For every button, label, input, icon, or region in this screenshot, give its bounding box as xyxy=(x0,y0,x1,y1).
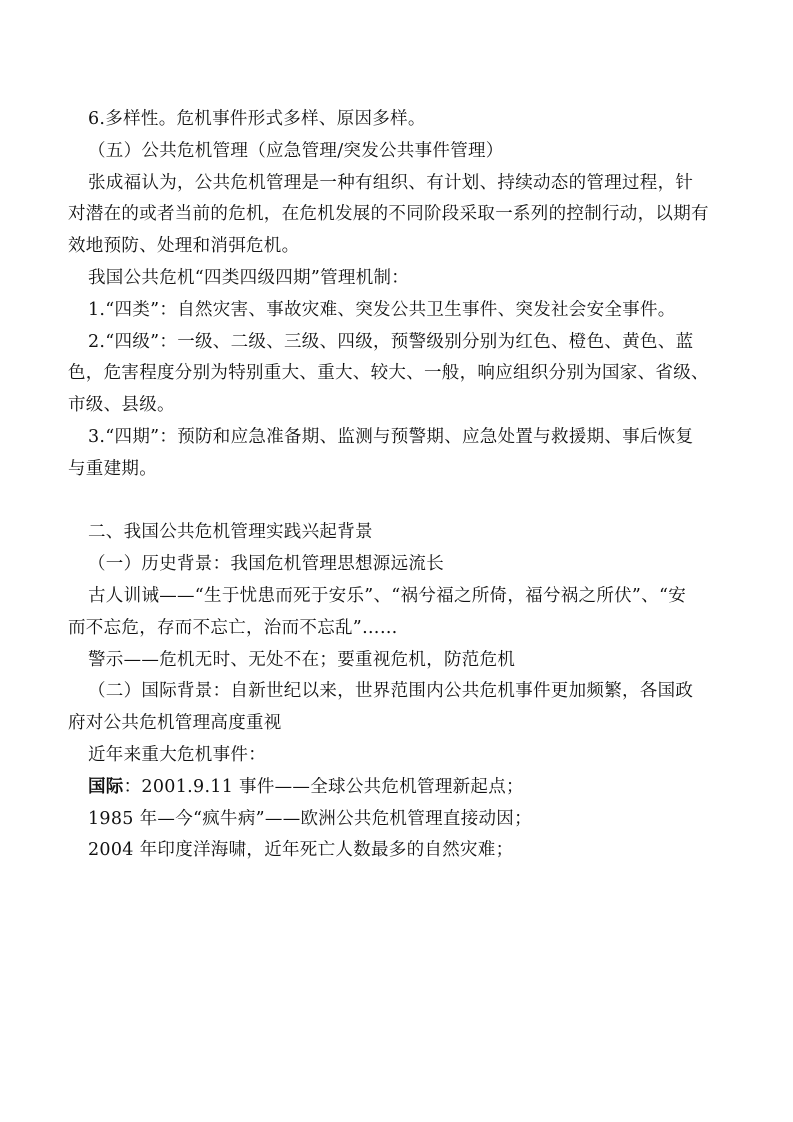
list-item-four-types: 1.“四类”：自然灾害、事故灾难、突发公共卫生事件、突发社会安全事件。 xyxy=(88,299,676,320)
list-item-four-levels-line2: 色，危害程度分别为特别重大、重大、较大、一般，响应组织分别为国家、省级、 xyxy=(68,363,709,384)
international-event-text: ：2001.9.11 事件——全球公共危机管理新起点； xyxy=(123,776,524,797)
list-item-mad-cow: 1985 年—今“疯牛病”——欧洲公共危机管理直接动因； xyxy=(88,808,532,829)
document-body xyxy=(68,104,748,867)
paragraph-definition-line3: 效地预防、处理和消弭危机。 xyxy=(68,236,300,257)
list-item-four-periods-line1: 3.“四期”：预防和应急准备期、监测与预警期、应急处置与救援期、事后恢复 xyxy=(88,426,694,447)
paragraph-definition-line2: 对潜在的或者当前的危机，在危机发展的不同阶段采取一系列的控制行动，以期有 xyxy=(68,204,709,225)
list-item-international xyxy=(88,772,748,804)
list-item-tsunami: 2004 年印度洋海啸，近年死亡人数最多的自然灾难； xyxy=(88,840,514,861)
list-item-four-periods-line2: 与重建期。 xyxy=(68,458,157,479)
subheading-historical-background: （一）历史背景：我国危机管理思想源远流长 xyxy=(88,554,444,575)
list-item-four-levels-line1: 2.“四级”：一级、二级、三级、四级，预警级别分别为红色、橙色、黄色、蓝 xyxy=(88,331,694,352)
section-heading-background: 二、我国公共危机管理实践兴起背景 xyxy=(88,522,373,543)
paragraph-diversity: 6.多样性。危机事件形式多样、原因多样。 xyxy=(88,109,426,129)
subheading-international-background-line2: 府对公共危机管理高度重视 xyxy=(68,713,282,734)
paragraph-ancient-sayings-line2: 而不忘危，存而不忘亡，治而不忘乱”…… xyxy=(68,617,398,638)
subheading-international-background-line1: （二）国际背景：自新世纪以来，世界范围内公共危机事件更加频繁，各国政 xyxy=(88,681,694,702)
international-label: 国际 xyxy=(88,776,124,797)
paragraph-ancient-sayings-line1: 古人训诫——“生于忧患而死于安乐”、“祸兮福之所倚，福兮祸之所伏”、“安 xyxy=(88,585,687,606)
blank-line xyxy=(88,486,748,518)
paragraph-mechanism-intro: 我国公共危机“四类四级四期”管理机制： xyxy=(88,267,410,288)
paragraph-recent-events: 近年来重大危机事件： xyxy=(88,744,266,765)
paragraph-warning: 警示——危机无时、无处不在；要重视危机，防范危机 xyxy=(88,649,516,670)
paragraph-definition-line1: 张成福认为，公共危机管理是一种有组织、有计划、持续动态的管理过程，针 xyxy=(88,172,694,193)
heading-public-crisis-management: （五）公共危机管理（应急管理/突发公共事件管理） xyxy=(88,140,504,161)
list-item-four-levels-line3: 市级、县级。 xyxy=(68,395,175,416)
